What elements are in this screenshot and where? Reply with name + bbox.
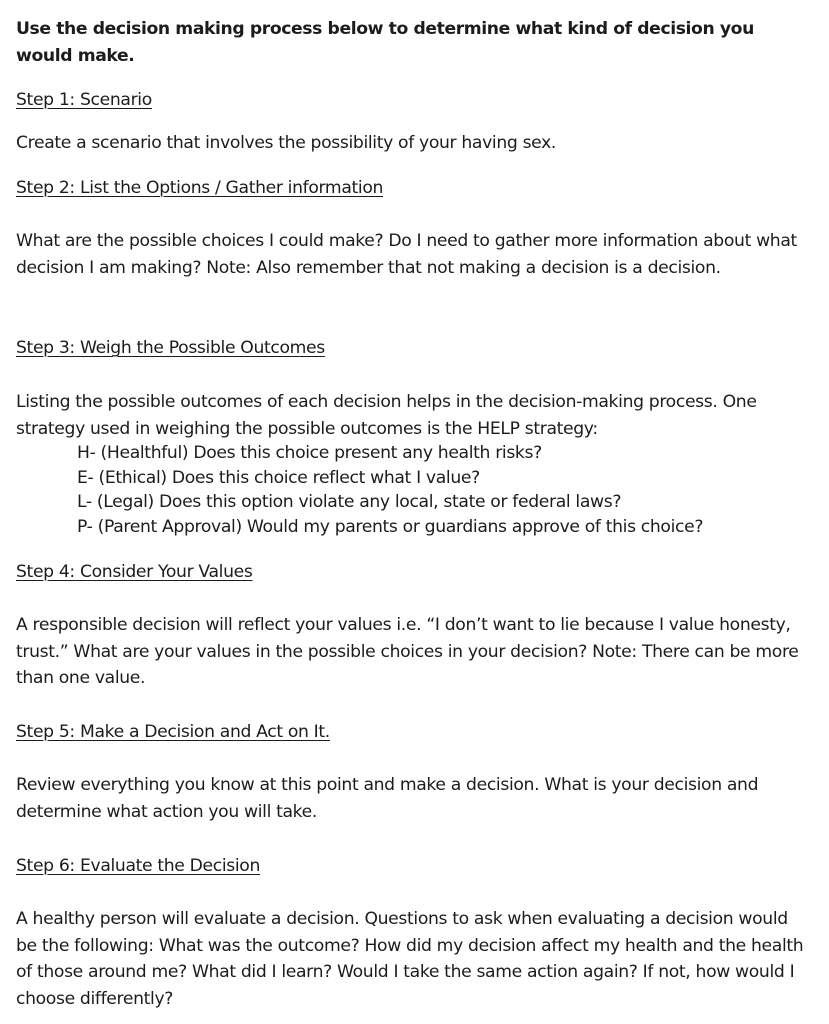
help-item-healthful: H- (Healthful) Does this choice present any health risks? <box>77 443 542 463</box>
step3-heading: Step 3: Weigh the Possible Outcomes <box>16 338 325 358</box>
step6-text: A healthy person will evaluate a decision. Questions to ask when evaluating a decision would be the following: What was the outcome? How did my decision affect my health and the health of those around me? What did I learn? Would I take the same action again? If not, how would I choose differently? <box>16 909 804 1009</box>
step1-text: Create a scenario that involves the possibility of your having sex. <box>16 133 557 153</box>
step4-text: A responsible decision will reflect your values i.e. “I don’t want to lie because I value honesty, trust.” What are your values in the possible choices in your decision? Note: There can be more than one value. <box>16 615 799 688</box>
help-item-parent-approval: P- (Parent Approval) Would my parents or guardians approve of this choice? <box>77 516 704 537</box>
step4-heading: Step 4: Consider Your Values <box>16 562 253 582</box>
step3-text: Listing the possible outcomes of each decision helps in the decision-making process. One strategy used in weighing the possible outcomes is the HELP strategy: <box>16 392 757 439</box>
step5-heading: Step 5: Make a Decision and Act on It. <box>16 722 330 742</box>
step5-text: Review everything you know at this point and make a decision. What is your decision and determine what action you will take. <box>16 775 759 822</box>
help-strategy-list <box>77 441 813 539</box>
help-item-legal: L- (Legal) Does this option violate any local, state or federal laws? <box>77 492 622 512</box>
step2-heading: Step 2: List the Options / Gather information <box>16 178 384 198</box>
step6-heading: Step 6: Evaluate the Decision <box>16 856 261 876</box>
step1-heading: Step 1: Scenario <box>16 90 152 110</box>
step2-text: What are the possible choices I could make? Do I need to gather more information about what decision I am making? Note: Also remember that not making a decision is a decision. <box>16 231 797 278</box>
page-title: Use the decision making process below to determine what kind of decision you would make. <box>16 19 754 66</box>
help-item-ethical: E- (Ethical) Does this choice reflect what I value? <box>77 467 480 488</box>
